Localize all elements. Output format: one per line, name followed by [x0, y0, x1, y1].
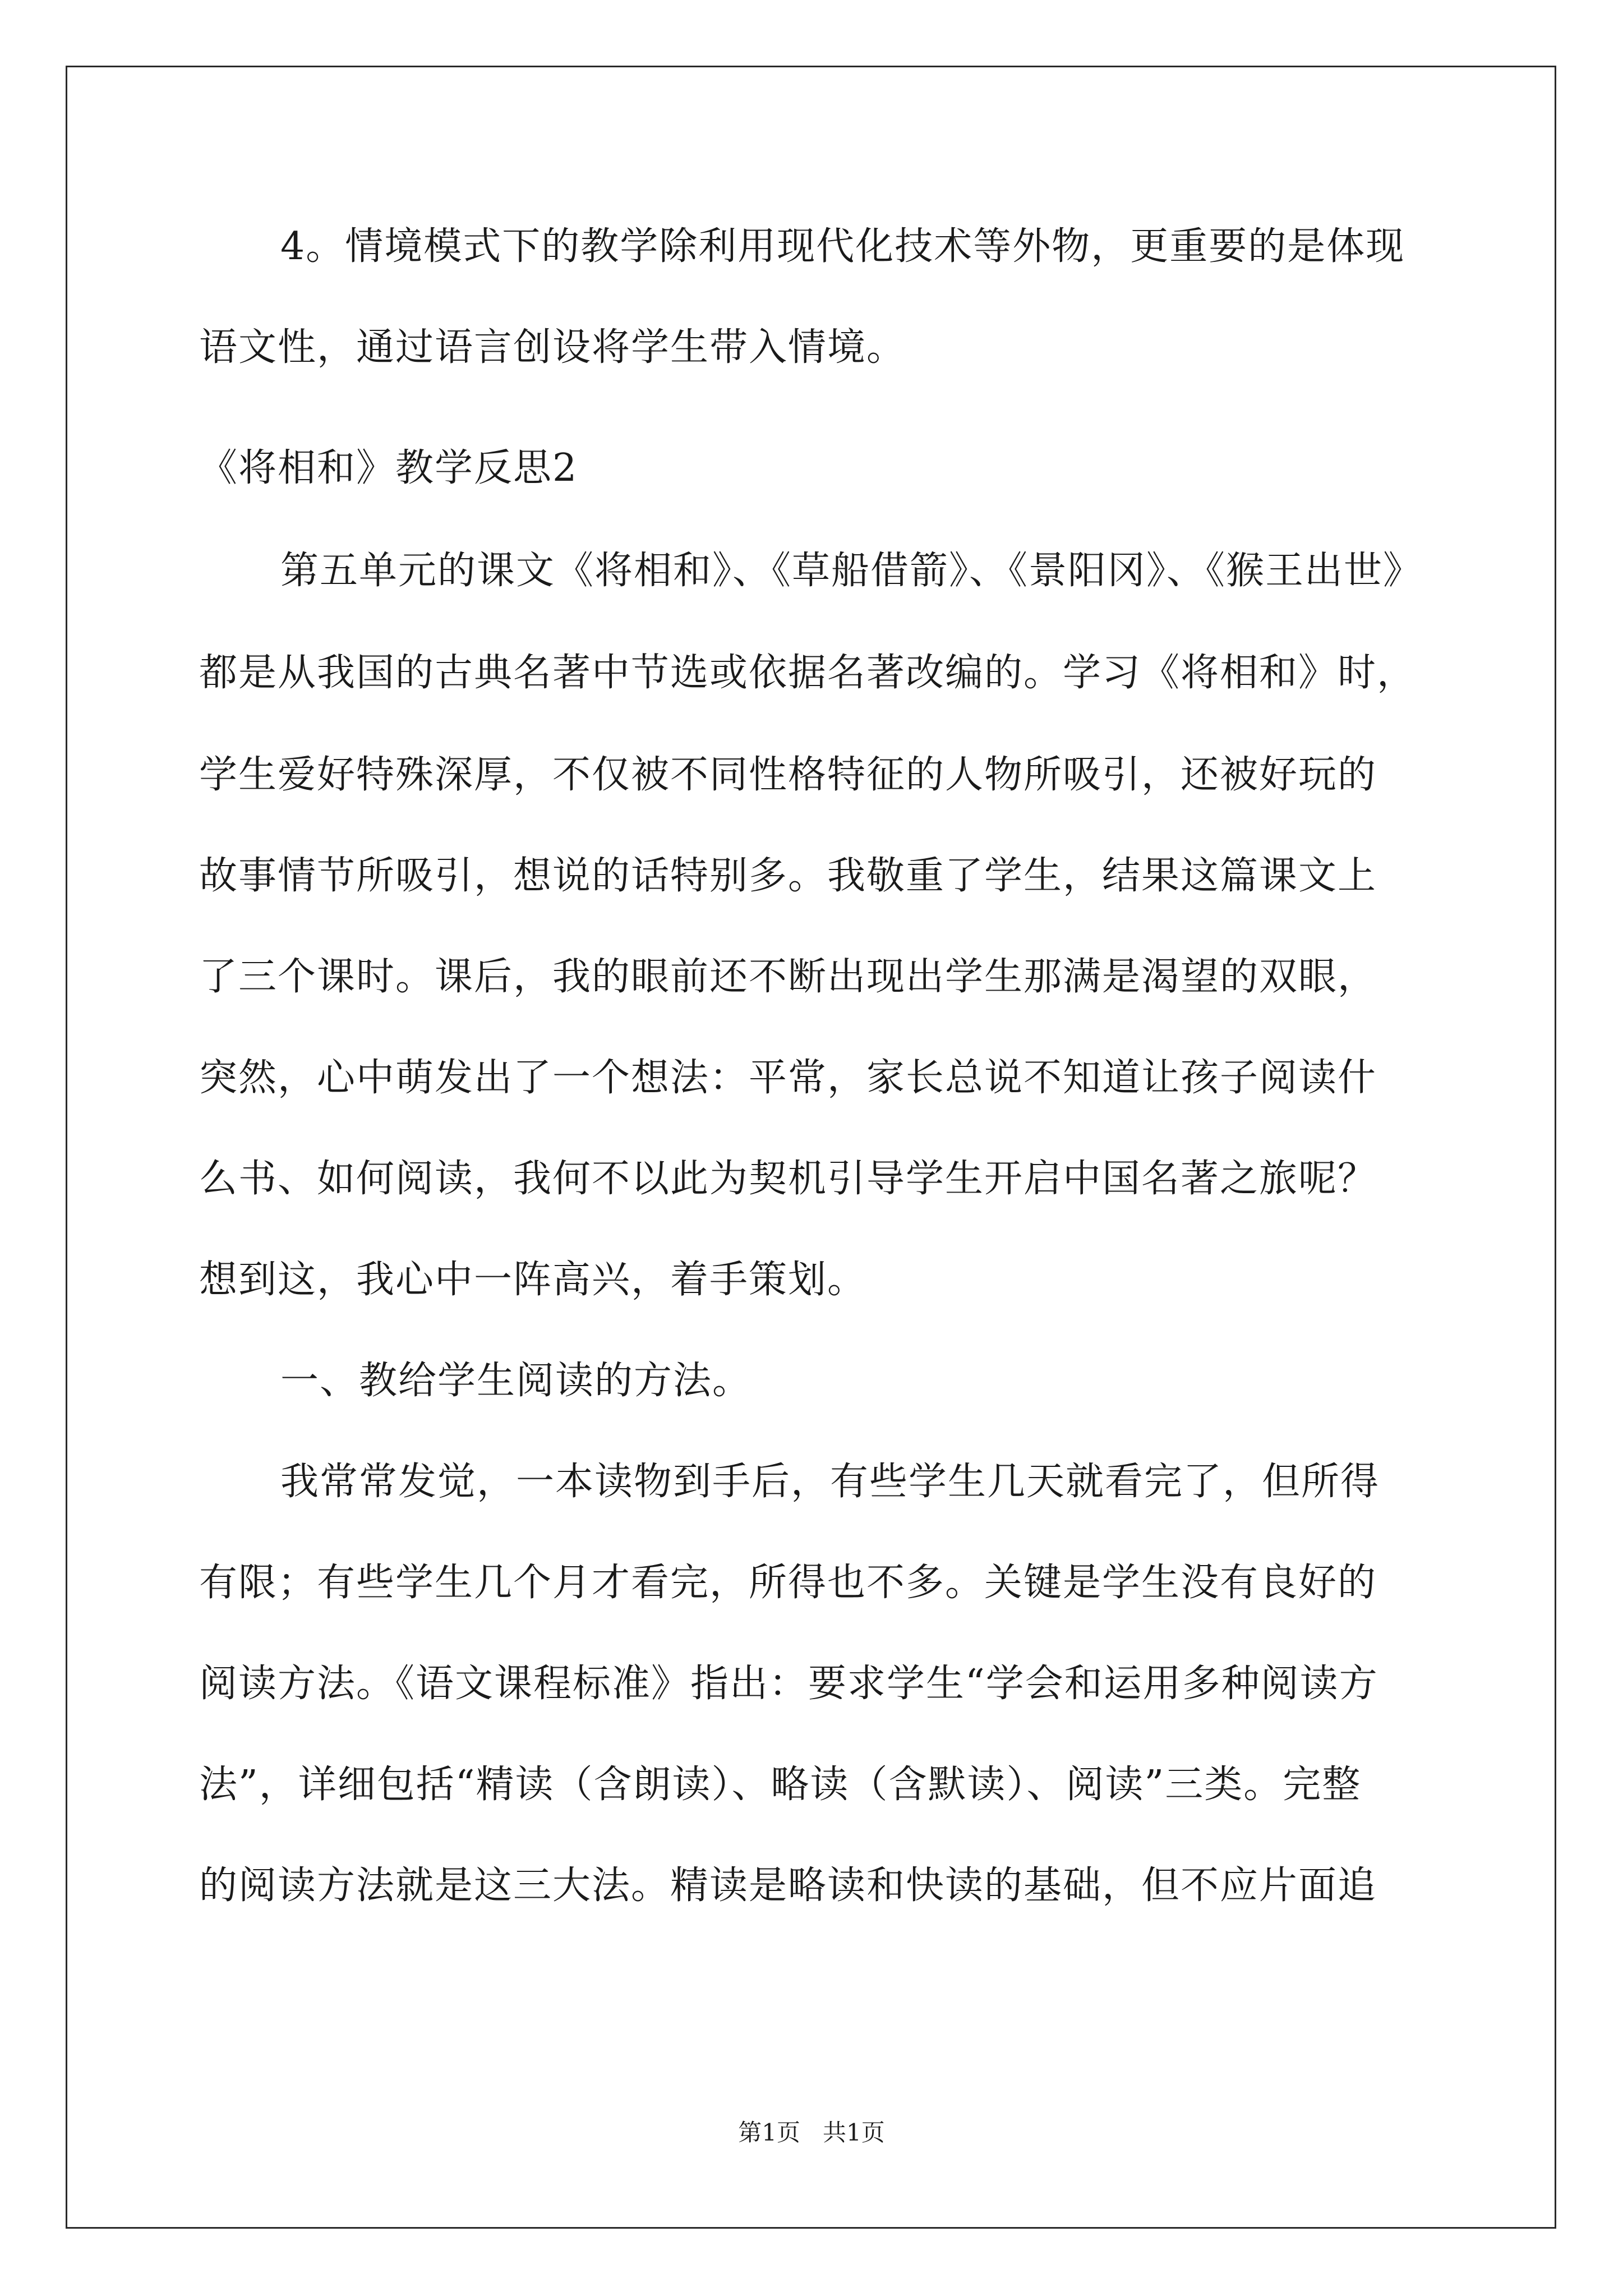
- paragraph-line: 法”，详细包括“精读（含朗读）、略读（含默读）、阅读”三类。完整: [199, 1763, 1362, 1807]
- paragraph-line: 阅读方法。《语文课程标准》指出：要求学生“学会和运用多种阅读方: [199, 1662, 1378, 1706]
- paragraph-line: 我常常发觉，一本读物到手后，有些学生几天就看完了，但所得: [280, 1460, 1380, 1504]
- paragraph-line: 突然，心中萌发出了一个想法：平常，家长总说不知道让孩子阅读什: [199, 1056, 1377, 1100]
- section-heading: 一、教给学生阅读的方法。: [280, 1359, 752, 1403]
- paragraph-line: 了三个课时。课后，我的眼前还不断出现出学生那满是渴望的双眼，: [199, 955, 1377, 999]
- paragraph-line: 学生爱好特殊深厚，不仅被不同性格特征的人物所吸引，还被好玩的: [199, 753, 1377, 797]
- section-title: 《将相和》教学反思2: [199, 446, 578, 490]
- paragraph-line: 想到这，我心中一阵高兴，着手策划。: [199, 1258, 867, 1302]
- paragraph-line: 第五单元的课文《将相和》、《草船借箭》、《景阳冈》、《猴王出世》: [280, 549, 1423, 593]
- page-number-footer: 第1页 共1页: [738, 2119, 885, 2146]
- paragraph-line: 语文性，通过语言创设将学生带入情境。: [199, 325, 906, 370]
- paragraph-line: 故事情节所吸引，想说的话特别多。我敬重了学生，结果这篇课文上: [199, 854, 1377, 898]
- paragraph-line: 的阅读方法就是这三大法。精读是略读和快读的基础，但不应片面追: [199, 1864, 1377, 1908]
- paragraph-line: 都是从我国的古典名著中节选或依据名著改编的。学习《将相和》时，: [199, 651, 1417, 695]
- paragraph-line: 有限；有些学生几个月才看完，所得也不多。关键是学生没有良好的: [199, 1561, 1377, 1605]
- paragraph-line: 4。情境模式下的教学除利用现代化技术等外物，更重要的是体现: [280, 224, 1405, 269]
- paragraph-line: 么书、如何阅读，我何不以此为契机引导学生开启中国名著之旅呢？: [199, 1157, 1377, 1201]
